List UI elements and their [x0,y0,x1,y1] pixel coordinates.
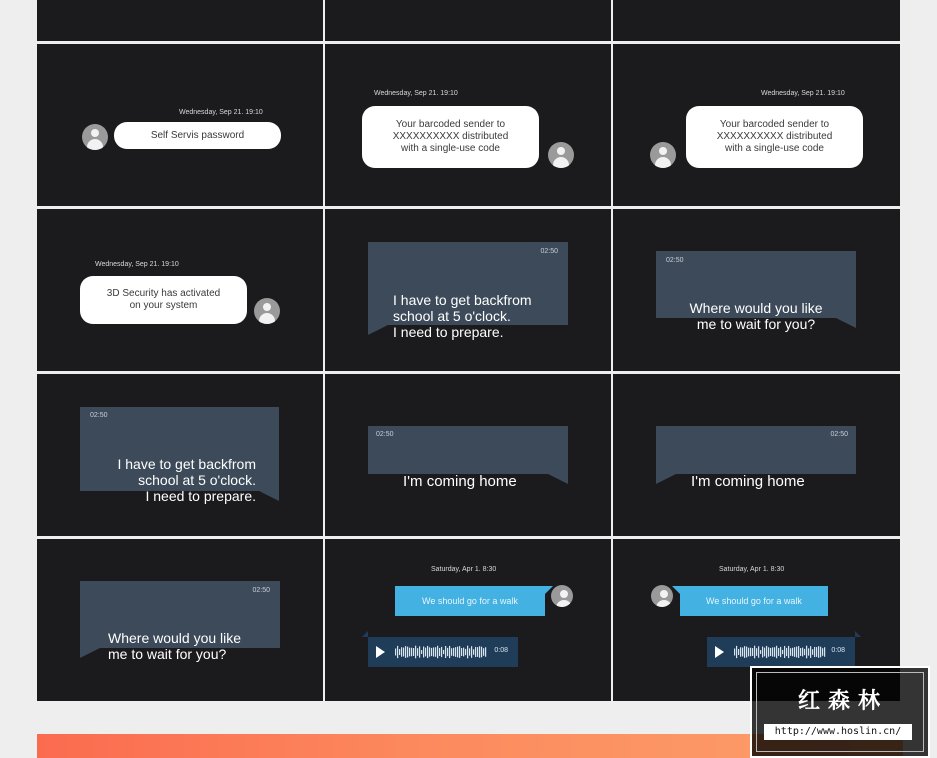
voice-message[interactable] [707,637,855,667]
waveform-bar [770,648,771,656]
bubble-tail [656,474,676,484]
cell-r1c1 [37,44,323,206]
waveform-bar [469,648,470,655]
waveform-bar [425,648,426,657]
waveform-bar [461,648,462,656]
dark-message-bubble [368,242,568,340]
bubble-tail [362,631,368,637]
waveform-bar [818,646,819,658]
waveform-bar [427,646,428,658]
message-text: I'm coming home [691,473,805,490]
cell-r4c2 [325,539,611,701]
dark-message-bubble [80,581,280,662]
cell-r1c3 [613,44,900,206]
waveform-bar [806,646,807,659]
template-grid [37,0,900,702]
waveform-bar [433,647,434,656]
waveform-bar [782,650,783,654]
waveform-bar [802,648,803,657]
cell-r2c2 [325,209,611,371]
watermark [750,666,930,758]
dark-message-bubble [656,251,856,332]
waveform-bar [758,646,759,657]
waveform-bar [417,648,418,656]
avatar-icon [551,585,573,607]
waveform-bar [778,648,779,656]
waveform-bar [824,647,825,657]
timestamp: Wednesday, Sep 21. 19:10 [761,90,845,97]
waveform-bar [754,646,755,659]
waveform-bar [740,647,741,656]
waveform-bar [459,646,460,658]
timestamp: Saturday, Apr 1. 8:30 [719,566,785,573]
waveform-bar [401,647,402,656]
voice-message[interactable] [368,637,518,667]
bubble-tail [259,491,279,501]
dark-message-bubble [656,426,856,490]
waveform-bar [744,646,745,658]
waveform-bar [409,648,410,657]
waveform-bar [463,648,464,657]
voice-duration: 0:08 [831,647,845,654]
waveform-bar [742,648,743,657]
waveform-bar [451,648,452,656]
waveform-bar [441,647,442,657]
waveform-bar [477,647,478,657]
waveform-bar [800,648,801,656]
message-bubble: Your barcoded sender to XXXXXXXXXX distributed with a single-use code [362,106,539,168]
message-time: 02:50 [252,587,270,594]
waveform-bar [734,649,735,656]
waveform-bar [455,647,456,657]
waveform-bar [788,646,789,658]
waveform-bar [738,649,739,655]
bubble-tail [368,325,388,335]
message-time: 02:50 [540,248,558,255]
message-text: I have to get backfrom school at 5 o'clock. I need to prepare. [393,292,532,340]
waveform-bar [411,648,412,657]
waveform-bar [766,646,767,658]
waveform-bar [762,647,763,658]
waveform-bar [421,650,422,654]
waveform-bar [790,648,791,656]
waveform-bar [774,647,775,657]
cell-r0c2 [325,0,611,41]
waveform-bar [808,648,809,655]
waveform-bar [814,647,815,657]
avatar-icon [651,585,673,607]
waveform-bar [445,646,446,658]
cell-r4c1 [37,539,323,701]
waveform-bar [407,647,408,658]
waveform-bar [816,647,817,657]
waveform-bar [483,648,484,656]
waveform-bar [439,648,440,656]
message-text: I have to get backfrom school at 5 o'clock. I need to prepare. [117,456,256,504]
cell-r3c3 [613,374,900,536]
waveform-bar [397,646,398,658]
waveform-bar [415,646,416,659]
waveform-bar [413,648,414,656]
waveform-bar [467,646,468,659]
message-bubble: 3D Security has activated on your system [80,276,247,324]
bubble-tail [80,648,100,658]
cell-r2c1 [37,209,323,371]
waveform-bar [822,648,823,656]
voice-duration: 0:08 [494,647,508,654]
cell-r3c2 [325,374,611,536]
waveform-bar [786,648,787,656]
waveform-bar [431,648,432,656]
cell-r3c1 [37,374,323,536]
bubble-tail [836,318,856,328]
waveform-bar [443,650,444,654]
timestamp: Wednesday, Sep 21. 19:10 [95,261,179,268]
waveform-bar [479,646,480,658]
waveform-bar [447,648,448,656]
waveform-bar [792,648,793,656]
waveform-bar [471,646,472,658]
message-text: I'm coming home [403,473,517,490]
waveform-bar [748,648,749,657]
dark-message-bubble [80,407,279,504]
message-time: 02:50 [830,431,848,438]
waveform-bar [804,649,805,655]
waveform-bar [798,646,799,658]
waveform-bar [768,647,769,656]
waveform-bar [435,647,436,657]
waveform-bar [457,647,458,658]
message-text: We should go for a walk [706,596,802,606]
avatar-icon [254,298,280,324]
message-time: 02:50 [376,431,394,438]
waveform-bar [746,647,747,658]
waveform-bar [760,650,761,654]
waveform-bar [752,648,753,656]
timestamp: Saturday, Apr 1. 8:30 [431,566,497,573]
cell-r2c3 [613,209,900,371]
message-time: 02:50 [666,257,684,264]
timestamp: Wednesday, Sep 21. 19:10 [374,90,458,97]
waveform-bar [395,649,396,656]
waveform-bar [403,648,404,657]
bubble-tail [548,474,568,484]
bubble-tail [855,631,861,637]
waveform-bar [399,649,400,655]
avatar-icon [82,124,108,150]
dark-message-bubble [368,426,568,490]
waveform-bar [764,648,765,657]
avatar-icon [548,142,574,168]
avatar-icon [650,142,676,168]
message-text: Where would you like me to wait for you? [689,300,823,332]
waveform-bar [812,649,813,655]
blue-message-bubble [395,586,545,616]
waveform-bar [423,647,424,658]
waveform-bar [437,646,438,658]
waveform-bar [784,646,785,658]
message-time: 02:50 [90,412,108,419]
waveform-bar [772,647,773,656]
waveform-bar [419,646,420,657]
watermark-url: http://www.hoslin.cn/ [764,724,912,740]
play-icon[interactable] [376,646,385,658]
message-text: We should go for a walk [422,596,518,606]
cell-r0c1 [37,0,323,41]
waveform-bar [794,647,795,657]
waveform-bar [485,647,486,657]
waveform-bar [756,648,757,656]
waveform-bar [810,646,811,658]
blue-message-bubble [680,586,828,616]
waveform-icon [733,644,827,660]
cell-r0c3 [613,0,900,41]
waveform-bar [776,646,777,658]
waveform-bar [780,647,781,657]
cell-r1c2 [325,44,611,206]
waveform-bar [473,649,474,655]
waveform-bar [736,646,737,658]
waveform-bar [481,647,482,658]
message-bubble: Self Servis password [114,122,281,149]
waveform-bar [405,646,406,658]
play-icon[interactable] [715,646,724,658]
waveform-bar [820,647,821,658]
message-text: Where would you like me to wait for you? [108,630,242,662]
timestamp: Wednesday, Sep 21. 19:10 [179,109,263,116]
waveform-bar [449,646,450,658]
waveform-icon [394,644,488,660]
waveform-bar [796,647,797,658]
waveform-bar [750,648,751,657]
bubble-tail [672,586,680,594]
waveform-bar [465,649,466,655]
watermark-brand: 红森林 [798,688,889,713]
waveform-bar [475,647,476,657]
waveform-bar [453,648,454,656]
message-bubble: Your barcoded sender to XXXXXXXXXX distributed with a single-use code [686,106,863,168]
waveform-bar [429,647,430,656]
